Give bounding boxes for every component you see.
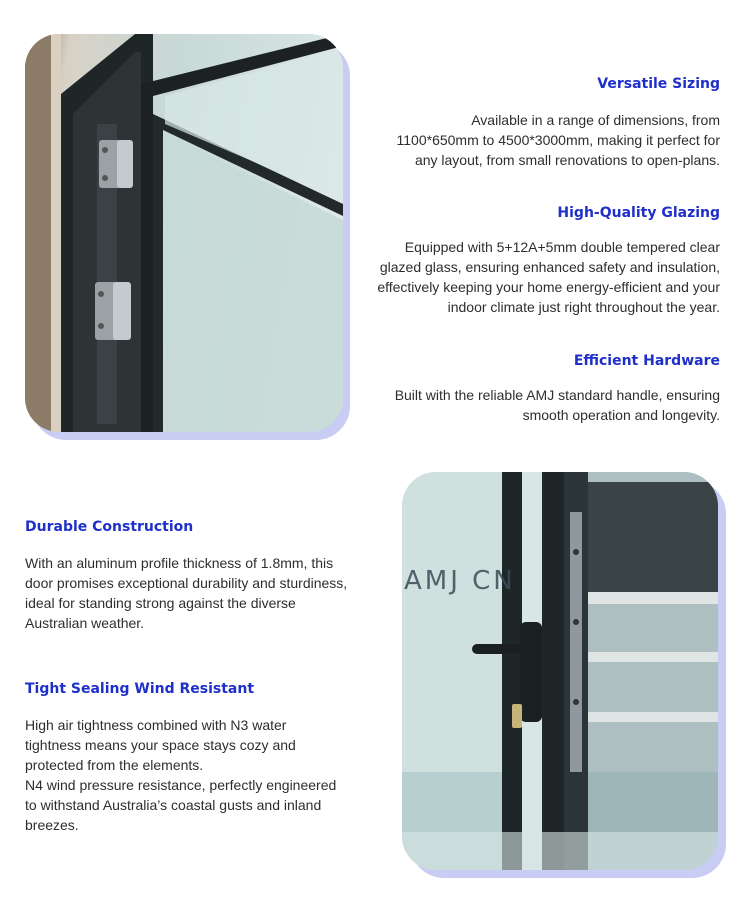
section-body: Built with the reliable AMJ standard handle, ensuring smooth operation and longevity. [394,387,720,423]
section-heading: Durable Construction [25,519,194,535]
door-hinge-illustration [25,34,343,432]
section-efficient-hardware [360,353,720,425]
door-handle-illustration [402,472,718,870]
section-heading: Tight Sealing Wind Resistant [25,681,255,697]
photo-door-handle [402,472,718,870]
section-tight-sealing [25,681,385,835]
section-heading: Versatile Sizing [597,76,720,92]
amj-logo-on-glass: AMJ CN [404,566,516,596]
photo-door-hinge [25,34,343,432]
section-body: Available in a range of dimensions, from 1100*650mm to 4500*3000mm, making it perfect for any layout, from small renovations to open-plans. [396,112,720,168]
section-heading: High-Quality Glazing [557,205,720,221]
section-versatile-sizing [360,76,720,170]
section-body: Equipped with 5+12A+5mm double tempered clear glazed glass, ensuring enhanced safety and insulation, effectively keeping your home energy-efficient and your indoor climate just right throughout the year. [377,239,720,315]
section-high-quality-glazing [360,205,720,317]
section-body: High air tightness combined with N3 water tightness means your space stays cozy and protected from the elements. N4 wind pressure resistance, perfectly engineered to withstand Australia’s coastal gusts and inland breezes. [25,717,337,833]
section-body: With an aluminum profile thickness of 1.8mm, this door promises exceptional durability and sturdiness, ideal for standing strong against the diverse Australian weather. [25,555,348,631]
section-heading: Efficient Hardware [573,353,720,369]
section-durable-construction [25,519,385,633]
